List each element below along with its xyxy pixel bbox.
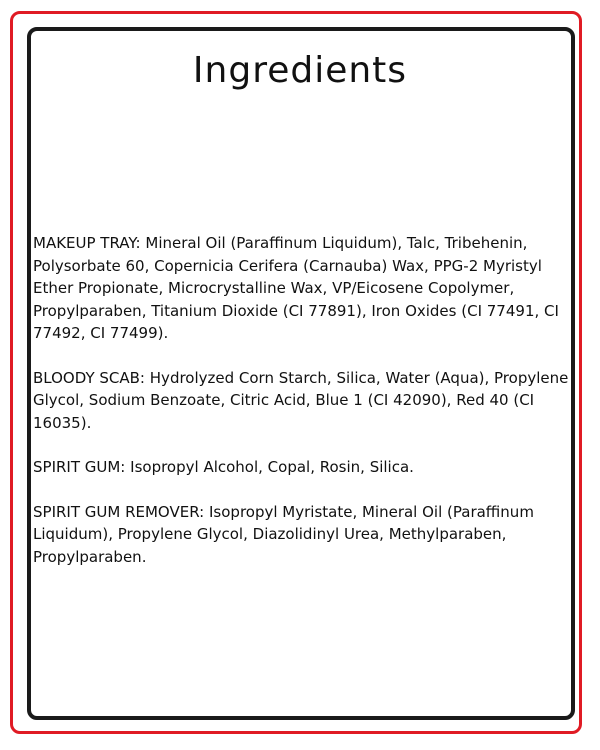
section-label: MAKEUP TRAY: (33, 234, 141, 252)
ingredient-section-spirit-gum (33, 456, 573, 479)
ingredients-list (33, 232, 573, 590)
section-text: Isopropyl Alcohol, Copal, Rosin, Silica. (130, 458, 414, 476)
section-label: SPIRIT GUM REMOVER: (33, 502, 205, 521)
section-label: SPIRIT GUM: (33, 458, 126, 476)
section-text: Hydrolyzed Corn Starch, Silica, Water (Aqua), Propylene Glycol, Sodium Benzoate, Citric Acid, Blue 1 (CI 42090), Red 40 (CI 16035). (33, 368, 569, 432)
section-label: BLOODY SCAB: (33, 368, 145, 387)
section-text: Mineral Oil (Paraffinum Liquidum), Talc, Tribehenin, Polysorbate 60, Copernicia Cerifera (Carnauba) Wax, PPG-2 Myristyl Ether Propionate, Microcrystalline Wax, VP/Eicosene Copolymer, Propylparaben, Titanium Dioxide (CI 77891), Iron Oxides (CI 77491, CI 77492, CI 77499). (33, 234, 559, 342)
page-title: Ingredients (192, 50, 408, 91)
ingredient-section-spirit-gum-remover (33, 501, 573, 569)
section-text: Isopropyl Myristate, Mineral Oil (Paraffinum Liquidum), Propylene Glycol, Diazolidinyl Urea, Methylparaben, Propylparaben. (33, 502, 534, 566)
ingredient-section-makeup-tray (33, 232, 573, 345)
ingredient-section-bloody-scab (33, 367, 573, 435)
